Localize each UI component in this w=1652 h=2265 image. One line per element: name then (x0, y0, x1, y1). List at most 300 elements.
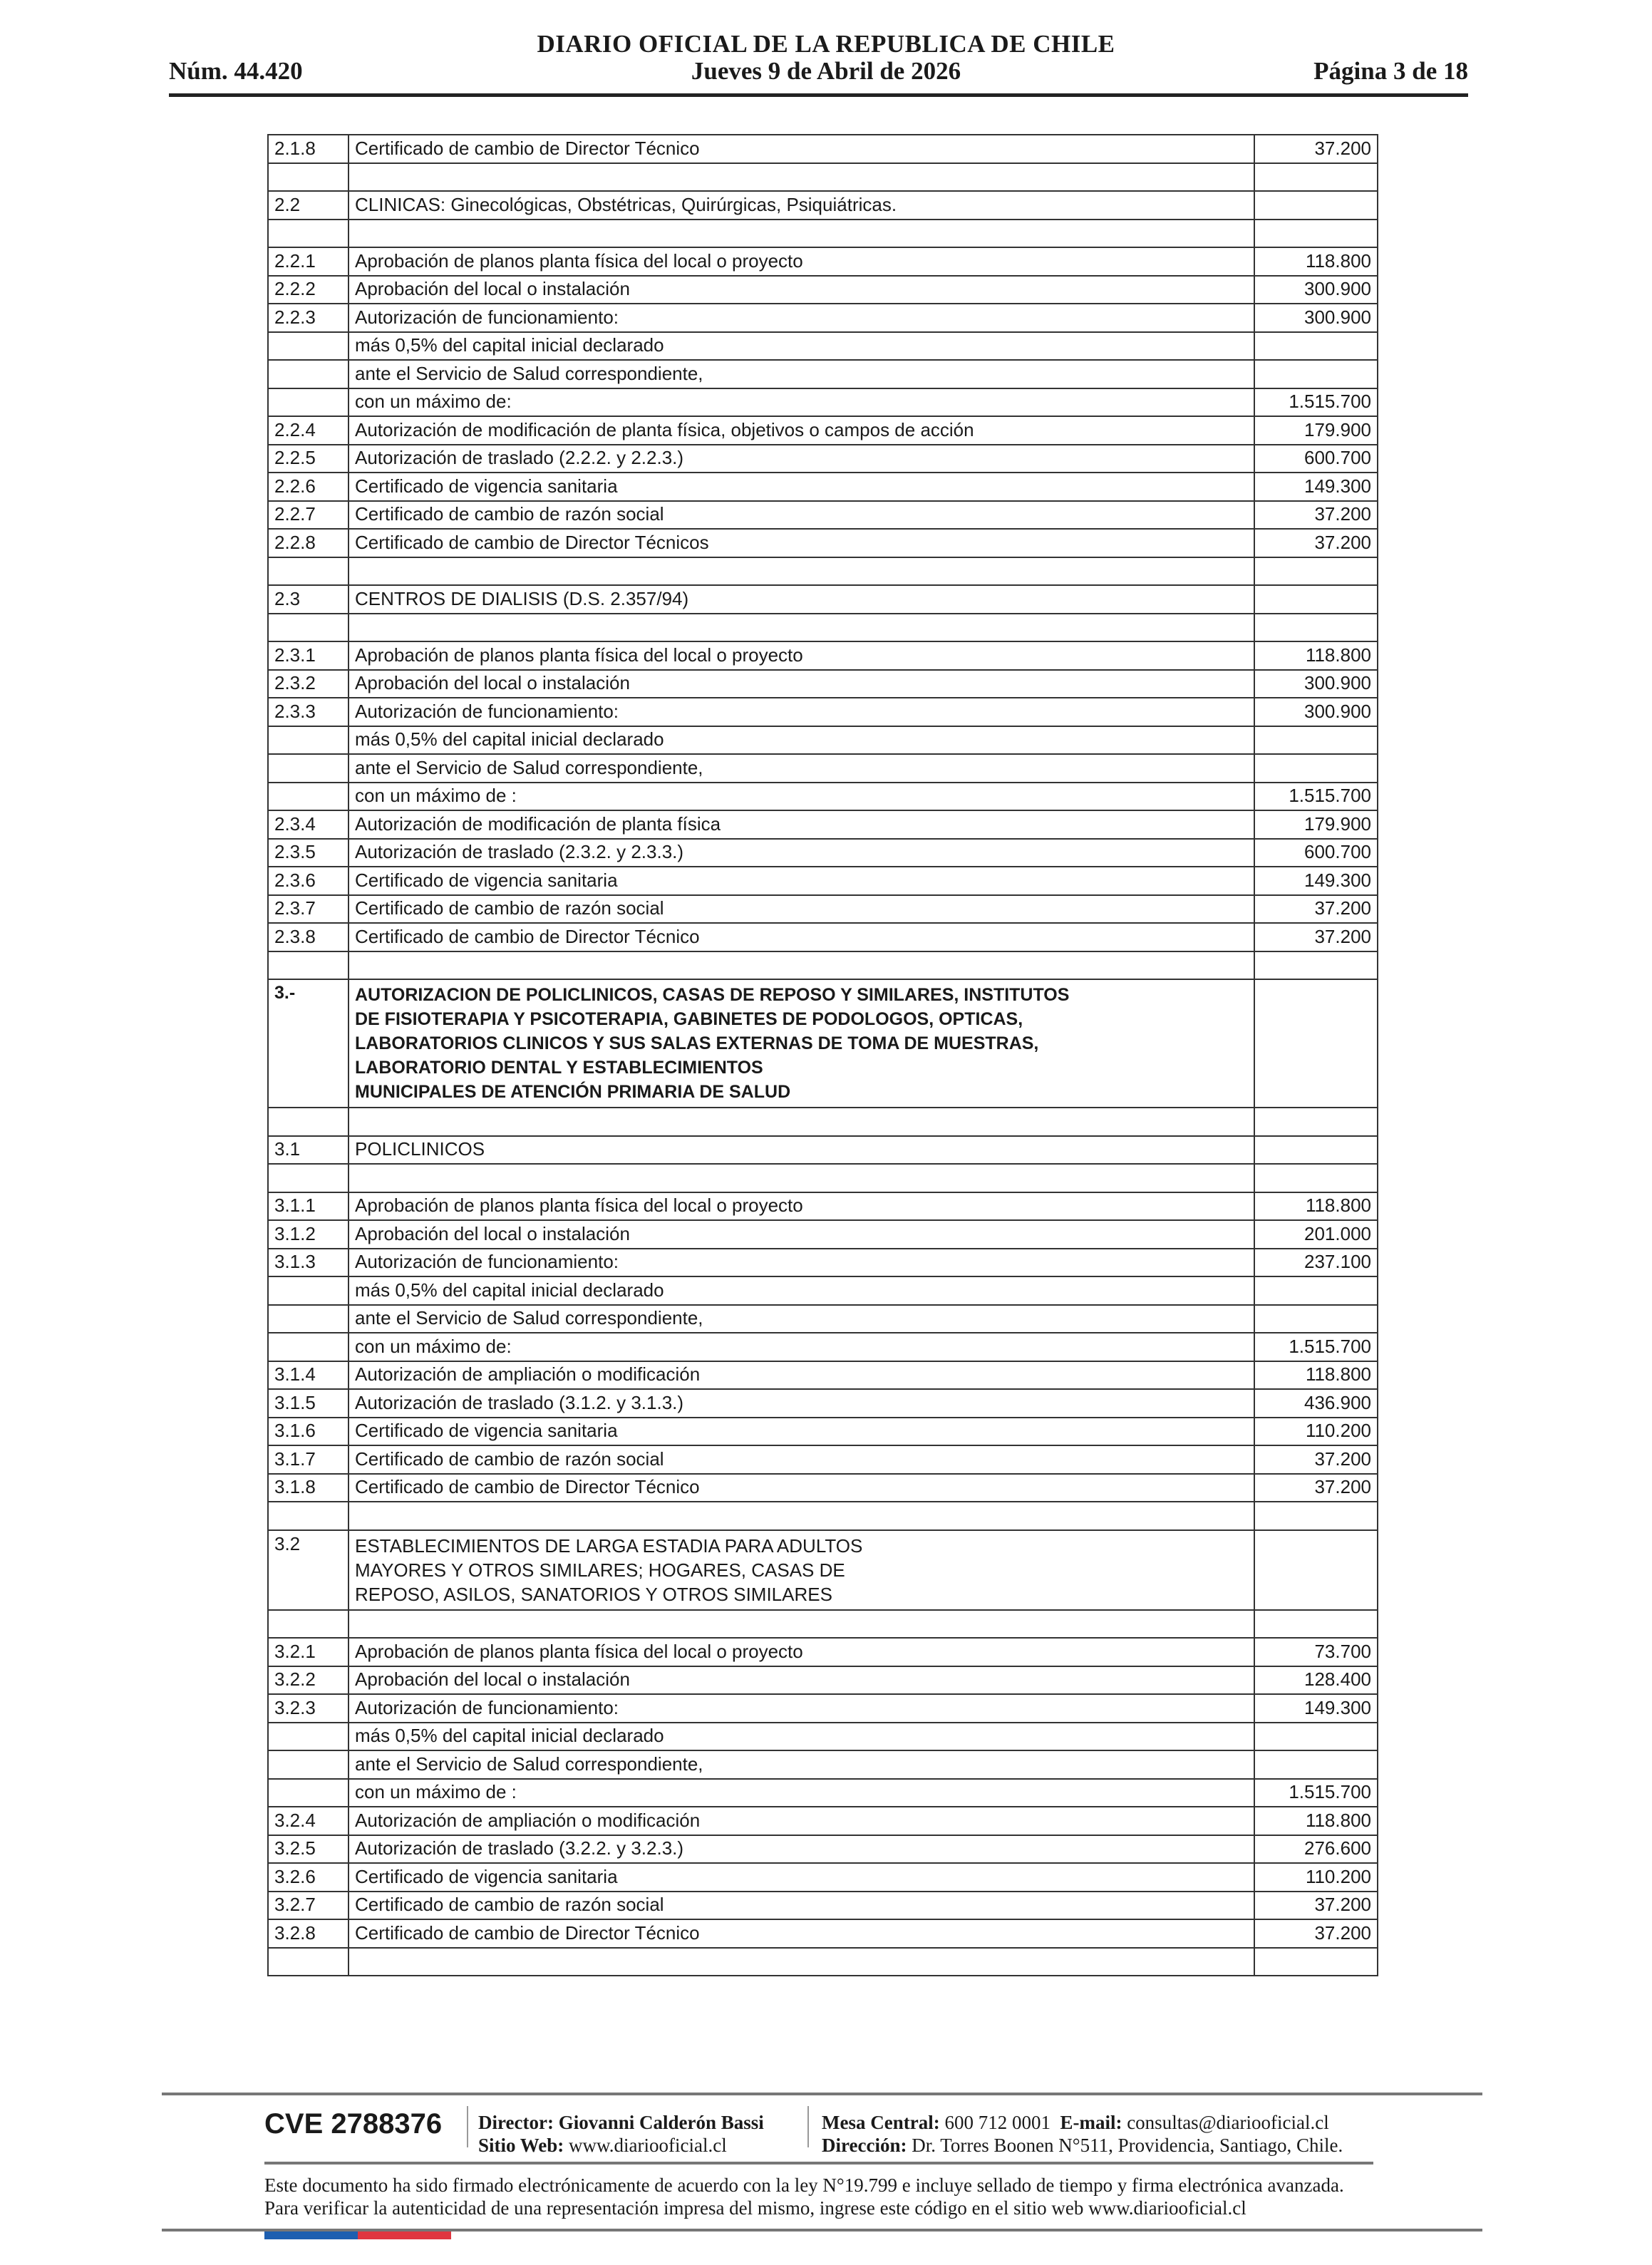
footer-separator (467, 2106, 468, 2147)
description-line: Autorización de funcionamiento: (355, 306, 619, 328)
item-fee: 37.200 (1254, 1474, 1378, 1502)
item-fee (1254, 951, 1378, 980)
description-line: con un máximo de : (355, 1781, 517, 1803)
item-description (349, 276, 1254, 304)
table-row (268, 1361, 1378, 1390)
table-row (268, 445, 1378, 473)
description-line: Certificado de cambio de razón social (355, 1448, 664, 1470)
item-code (268, 1333, 349, 1361)
table-row (268, 783, 1378, 811)
item-code: 3.2.4 (268, 1807, 349, 1835)
item-fee: 1.515.700 (1254, 783, 1378, 811)
item-description (349, 529, 1254, 557)
table-row (268, 473, 1378, 501)
description-line: Certificado de vigencia sanitaria (355, 475, 618, 497)
item-code (268, 1610, 349, 1639)
table-row (268, 388, 1378, 417)
item-fee: 73.700 (1254, 1638, 1378, 1666)
table-row (268, 1750, 1378, 1779)
item-fee (1254, 614, 1378, 642)
item-fee: 1.515.700 (1254, 388, 1378, 417)
table-row (268, 585, 1378, 614)
item-code: 2.2.3 (268, 304, 349, 332)
item-description (349, 641, 1254, 670)
item-fee: 237.100 (1254, 1249, 1378, 1277)
item-fee: 118.800 (1254, 641, 1378, 670)
table-row (268, 557, 1378, 586)
description-line: Autorización de funcionamiento: (355, 1696, 619, 1718)
item-fee: 179.900 (1254, 416, 1378, 445)
description-line: Autorización de ampliación o modificación (355, 1363, 701, 1386)
item-code: 3.2.8 (268, 1919, 349, 1948)
item-code: 2.1.8 (268, 135, 349, 163)
item-fee: 149.300 (1254, 473, 1378, 501)
item-description (349, 1948, 1254, 1976)
flag-stripe-red (358, 2232, 451, 2239)
description-line: MUNICIPALES DE ATENCIÓN PRIMARIA DE SALUD (355, 1082, 791, 1102)
table-row (268, 501, 1378, 530)
web-label: Sitio Web: (478, 2135, 564, 2156)
item-code (268, 726, 349, 755)
item-code (268, 163, 349, 192)
table-row (268, 304, 1378, 332)
table-row (268, 135, 1378, 163)
table-row (268, 810, 1378, 839)
item-fee: 149.300 (1254, 1694, 1378, 1723)
table-row (268, 979, 1378, 1108)
item-fee: 37.200 (1254, 1892, 1378, 1920)
item-description (349, 1192, 1254, 1221)
item-fee: 300.900 (1254, 304, 1378, 332)
item-description (349, 220, 1254, 248)
description-line: Aprobación de planos planta física del local o proyecto (355, 249, 803, 272)
table-row (268, 1502, 1378, 1530)
description-line: REPOSO, ASILOS, SANATORIOS Y OTROS SIMILARES (355, 1583, 832, 1605)
item-code: 2.3.7 (268, 895, 349, 924)
description-line: POLICLINICOS (355, 1138, 485, 1160)
table-row (268, 1276, 1378, 1305)
table-row (268, 332, 1378, 361)
item-description (349, 332, 1254, 361)
description-line: Autorización de traslado (2.3.2. y 2.3.3.) (355, 841, 684, 863)
item-fee (1254, 1750, 1378, 1779)
table-row (268, 1948, 1378, 1976)
item-code: 3.1.8 (268, 1474, 349, 1502)
table-row (268, 641, 1378, 670)
description-line: Certificado de cambio de Director Técnico (355, 925, 700, 947)
description-line: Autorización de traslado (2.2.2. y 2.2.3.) (355, 447, 684, 469)
description-line: más 0,5% del capital inicial declarado (355, 728, 664, 750)
table-row (268, 867, 1378, 895)
item-fee: 300.900 (1254, 698, 1378, 726)
item-fee (1254, 360, 1378, 388)
description-line: LABORATORIOS CLINICOS Y SUS SALAS EXTERNAS DE TOMA DE MUESTRAS, (355, 1033, 1039, 1053)
item-fee (1254, 754, 1378, 783)
item-code (268, 1276, 349, 1305)
item-code (268, 388, 349, 417)
newspaper-title: DIARIO OFICIAL DE LA REPUBLICA DE CHILE (537, 30, 1115, 58)
item-fee (1254, 1948, 1378, 1976)
table-row (268, 247, 1378, 276)
table-row (268, 698, 1378, 726)
item-description (349, 585, 1254, 614)
item-code: 3.1.5 (268, 1389, 349, 1418)
item-fee: 37.200 (1254, 135, 1378, 163)
item-description (349, 388, 1254, 417)
description-line: más 0,5% del capital inicial declarado (355, 334, 664, 356)
item-description (349, 1638, 1254, 1666)
table-row (268, 839, 1378, 867)
description-line: Aprobación del local o instalación (355, 1668, 630, 1691)
item-fee: 600.700 (1254, 839, 1378, 867)
description-line: Certificado de cambio de razón social (355, 503, 664, 525)
item-description (349, 698, 1254, 726)
item-description (349, 1666, 1254, 1695)
item-description (349, 1276, 1254, 1305)
page-number: Página 3 de 18 (1313, 57, 1468, 85)
item-description (349, 951, 1254, 980)
item-description (349, 670, 1254, 698)
item-code (268, 1750, 349, 1779)
item-description (349, 1136, 1254, 1165)
item-description (349, 163, 1254, 192)
table-row (268, 1863, 1378, 1892)
item-description (349, 1333, 1254, 1361)
item-description (349, 1530, 1254, 1610)
item-code: 2.3.8 (268, 923, 349, 951)
item-description (349, 895, 1254, 924)
item-fee (1254, 1108, 1378, 1136)
item-code: 3.1.6 (268, 1418, 349, 1446)
table-row (268, 1136, 1378, 1165)
table-row (268, 1530, 1378, 1610)
item-code: 2.3.6 (268, 867, 349, 895)
item-fee (1254, 1164, 1378, 1192)
item-fee (1254, 1530, 1378, 1610)
item-code (268, 754, 349, 783)
item-code: 3.2.6 (268, 1863, 349, 1892)
item-description (349, 783, 1254, 811)
table-row (268, 1694, 1378, 1723)
item-description (349, 1474, 1254, 1502)
phone-label: Mesa Central: (822, 2112, 940, 2133)
item-code: 2.2.4 (268, 416, 349, 445)
table-row (268, 1807, 1378, 1835)
item-code: 3.1.2 (268, 1220, 349, 1249)
description-line: Autorización de traslado (3.2.2. y 3.2.3.) (355, 1837, 684, 1859)
item-fee: 118.800 (1254, 247, 1378, 276)
item-code (268, 783, 349, 811)
item-fee: 128.400 (1254, 1666, 1378, 1695)
description-line: MAYORES Y OTROS SIMILARES; HOGARES, CASAS DE (355, 1559, 845, 1581)
item-fee: 110.200 (1254, 1863, 1378, 1892)
description-line: más 0,5% del capital inicial declarado (355, 1279, 664, 1301)
description-line: AUTORIZACION DE POLICLINICOS, CASAS DE REPOSO Y SIMILARES, INSTITUTOS (355, 985, 1070, 1005)
footer-separator (807, 2106, 809, 2147)
item-code (268, 1108, 349, 1136)
table-row (268, 726, 1378, 755)
item-fee: 1.515.700 (1254, 1333, 1378, 1361)
table-row (268, 1333, 1378, 1361)
item-fee: 276.600 (1254, 1835, 1378, 1864)
description-line: Aprobación del local o instalación (355, 1222, 630, 1244)
item-description (349, 135, 1254, 163)
item-description (349, 1164, 1254, 1192)
item-description (349, 473, 1254, 501)
item-fee (1254, 585, 1378, 614)
item-code: 3.1 (268, 1136, 349, 1165)
item-code: 3.1.1 (268, 1192, 349, 1221)
item-code: 2.2.8 (268, 529, 349, 557)
table-row (268, 1835, 1378, 1864)
item-fee: 300.900 (1254, 670, 1378, 698)
description-line: ante el Servicio de Salud correspondiente, (355, 756, 703, 778)
item-fee: 201.000 (1254, 1220, 1378, 1249)
item-fee: 118.800 (1254, 1192, 1378, 1221)
item-fee (1254, 726, 1378, 755)
item-fee: 37.200 (1254, 923, 1378, 951)
item-fee (1254, 1502, 1378, 1530)
description-line: con un máximo de: (355, 391, 512, 413)
email-link[interactable]: consultas@diariooficial.cl (1127, 2112, 1329, 2133)
item-code: 2.2.5 (268, 445, 349, 473)
item-code: 2.2.6 (268, 473, 349, 501)
table-row (268, 1164, 1378, 1192)
item-description (349, 1694, 1254, 1723)
table-row (268, 416, 1378, 445)
item-description (349, 1863, 1254, 1892)
item-code: 2.3.5 (268, 839, 349, 867)
item-description (349, 1750, 1254, 1779)
table-row (268, 1723, 1378, 1751)
item-code: 2.2.7 (268, 501, 349, 530)
item-fee (1254, 1610, 1378, 1639)
description-line: Autorización de ampliación o modificación (355, 1809, 701, 1831)
item-code (268, 1502, 349, 1530)
table-row (268, 1779, 1378, 1807)
item-description (349, 360, 1254, 388)
table-row (268, 1389, 1378, 1418)
table-row (268, 276, 1378, 304)
item-fee: 300.900 (1254, 276, 1378, 304)
description-line: Certificado de cambio de Director Técnico (355, 1476, 700, 1498)
item-code (268, 557, 349, 586)
item-code: 2.3.4 (268, 810, 349, 839)
description-line: ante el Servicio de Salud correspondiente, (355, 362, 703, 384)
table-row (268, 1474, 1378, 1502)
table-row (268, 1192, 1378, 1221)
description-line: ante el Servicio de Salud correspondiente, (355, 1307, 703, 1329)
phone-number: 600 712 0001 (944, 2112, 1050, 2133)
table-row (268, 614, 1378, 642)
description-line: Aprobación de planos planta física del local o proyecto (355, 1195, 803, 1217)
table-row (268, 1892, 1378, 1920)
item-description (349, 416, 1254, 445)
description-line: CLINICAS: Ginecológicas, Obstétricas, Quirúrgicas, Psiquiátricas. (355, 193, 897, 215)
description-line: Aprobación del local o instalación (355, 672, 630, 694)
item-code: 2.3.3 (268, 698, 349, 726)
item-description (349, 557, 1254, 586)
description-line: Certificado de cambio de Director Técnico (355, 137, 700, 159)
table-row (268, 529, 1378, 557)
item-fee: 1.515.700 (1254, 1779, 1378, 1807)
item-description (349, 1835, 1254, 1864)
item-fee (1254, 163, 1378, 192)
item-fee (1254, 979, 1378, 1108)
item-description (349, 1389, 1254, 1418)
director-name: Giovanni Calderón Bassi (558, 2112, 764, 2133)
description-line: Certificado de cambio de Director Técnico (355, 1921, 700, 1944)
table-row (268, 1305, 1378, 1333)
table-row (268, 1108, 1378, 1136)
item-code: 3.1.7 (268, 1445, 349, 1474)
description-line: Autorización de traslado (3.1.2. y 3.1.3.) (355, 1391, 684, 1413)
item-code: 2.3.2 (268, 670, 349, 698)
footer-director-block (478, 2111, 764, 2157)
item-fee: 118.800 (1254, 1807, 1378, 1835)
item-description (349, 1418, 1254, 1446)
item-fee: 436.900 (1254, 1389, 1378, 1418)
table-row (268, 1666, 1378, 1695)
issue-number: Núm. 44.420 (169, 57, 303, 85)
description-line: Certificado de cambio de Director Técnicos (355, 531, 709, 553)
header-divider (169, 93, 1468, 97)
item-description (349, 726, 1254, 755)
table-row (268, 951, 1378, 980)
director-label: Director: (478, 2112, 554, 2133)
item-description (349, 1892, 1254, 1920)
item-description (349, 754, 1254, 783)
item-description (349, 1502, 1254, 1530)
description-line: Certificado de vigencia sanitaria (355, 1865, 618, 1887)
table-row (268, 754, 1378, 783)
item-description (349, 501, 1254, 530)
item-description (349, 1220, 1254, 1249)
description-line: con un máximo de: (355, 1335, 512, 1357)
item-code: 3.2.1 (268, 1638, 349, 1666)
item-fee (1254, 1136, 1378, 1165)
item-code (268, 332, 349, 361)
description-line: CENTROS DE DIALISIS (D.S. 2.357/94) (355, 587, 689, 609)
item-description (349, 247, 1254, 276)
item-fee (1254, 191, 1378, 220)
description-line: Autorización de modificación de planta física (355, 812, 721, 835)
table-row (268, 1418, 1378, 1446)
item-fee: 37.200 (1254, 895, 1378, 924)
description-line: Autorización de modificación de planta física, objetivos o campos de acción (355, 418, 974, 440)
item-code: 3.- (268, 979, 349, 1108)
description-line: Autorización de funcionamiento: (355, 700, 619, 722)
issue-date: Jueves 9 de Abril de 2026 (691, 57, 961, 85)
email-label: E-mail: (1060, 2112, 1122, 2133)
item-description (349, 1807, 1254, 1835)
address: Dr. Torres Boonen N°511, Providencia, Santiago, Chile. (912, 2135, 1343, 2156)
description-line: con un máximo de : (355, 785, 517, 807)
website-link[interactable]: www.diariooficial.cl (569, 2135, 727, 2156)
item-code: 2.2.1 (268, 247, 349, 276)
item-fee: 110.200 (1254, 1418, 1378, 1446)
item-code: 2.2.2 (268, 276, 349, 304)
table-row (268, 1919, 1378, 1948)
item-description (349, 614, 1254, 642)
item-fee: 37.200 (1254, 1919, 1378, 1948)
table-row (268, 923, 1378, 951)
fee-table (267, 134, 1378, 1976)
item-fee: 179.900 (1254, 810, 1378, 839)
item-fee (1254, 1276, 1378, 1305)
item-fee (1254, 1305, 1378, 1333)
item-code (268, 1723, 349, 1751)
item-description (349, 923, 1254, 951)
description-line: Aprobación de planos planta física del local o proyecto (355, 644, 803, 666)
item-description (349, 1779, 1254, 1807)
item-code: 2.3.1 (268, 641, 349, 670)
item-fee (1254, 557, 1378, 586)
item-description (349, 1610, 1254, 1639)
table-row (268, 1445, 1378, 1474)
item-code (268, 1164, 349, 1192)
item-code (268, 1305, 349, 1333)
item-fee: 37.200 (1254, 501, 1378, 530)
table-row (268, 191, 1378, 220)
item-code (268, 614, 349, 642)
description-line: Aprobación del local o instalación (355, 278, 630, 300)
item-description (349, 445, 1254, 473)
item-code: 2.2 (268, 191, 349, 220)
item-description (349, 810, 1254, 839)
item-description (349, 1919, 1254, 1948)
item-description (349, 867, 1254, 895)
item-fee: 37.200 (1254, 1445, 1378, 1474)
item-fee: 600.700 (1254, 445, 1378, 473)
description-line: Autorización de funcionamiento: (355, 1251, 619, 1273)
description-line: LABORATORIO DENTAL Y ESTABLECIMIENTOS (355, 1058, 763, 1078)
item-fee (1254, 332, 1378, 361)
table-row (268, 1638, 1378, 1666)
table-row (268, 1610, 1378, 1639)
item-code: 3.2.2 (268, 1666, 349, 1695)
description-line: ESTABLECIMIENTOS DE LARGA ESTADIA PARA ADULTOS (355, 1534, 863, 1557)
description-line: Certificado de cambio de razón social (355, 1894, 664, 1916)
item-code: 3.1.3 (268, 1249, 349, 1277)
table-row (268, 163, 1378, 192)
item-code: 3.2 (268, 1530, 349, 1610)
table-row (268, 670, 1378, 698)
table-row (268, 1249, 1378, 1277)
item-code (268, 1948, 349, 1976)
description-line: Certificado de cambio de razón social (355, 897, 664, 919)
description-line: Certificado de vigencia sanitaria (355, 869, 618, 891)
item-fee: 118.800 (1254, 1361, 1378, 1390)
item-code (268, 360, 349, 388)
description-line: ante el Servicio de Salud correspondiente, (355, 1753, 703, 1775)
item-description (349, 1361, 1254, 1390)
item-fee: 37.200 (1254, 529, 1378, 557)
item-code (268, 220, 349, 248)
item-fee (1254, 220, 1378, 248)
address-label: Dirección: (822, 2135, 907, 2156)
description-line: DE FISIOTERAPIA Y PSICOTERAPIA, GABINETES DE PODOLOGOS, OPTICAS, (355, 1009, 1023, 1029)
table-row (268, 360, 1378, 388)
item-description (349, 839, 1254, 867)
item-code: 2.3 (268, 585, 349, 614)
footer-contact-block (822, 2111, 1343, 2157)
item-fee: 149.300 (1254, 867, 1378, 895)
flag-stripe-blue (264, 2232, 358, 2239)
table-row (268, 220, 1378, 248)
item-code (268, 1779, 349, 1807)
footer-divider (264, 2162, 1373, 2165)
